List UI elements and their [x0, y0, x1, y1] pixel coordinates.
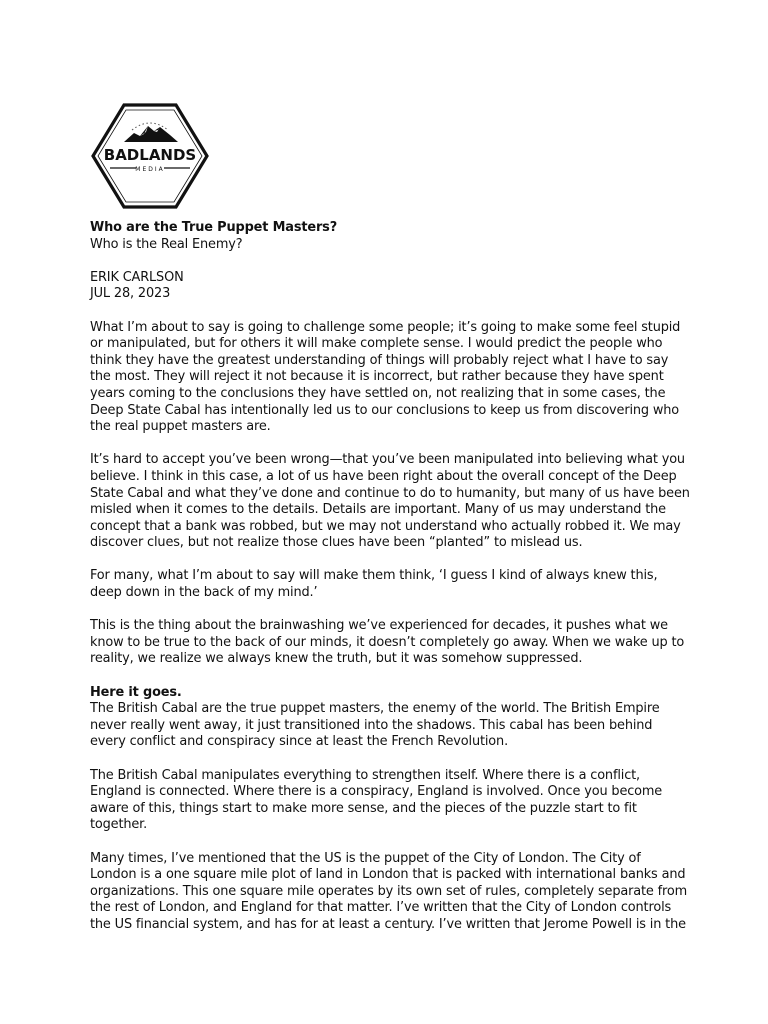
paragraph: Many times, I’ve mentioned that the US is the puppet of the City of London. The City of London is a one square mile plot of land in London that is packed with international banks and organizations. This one square mile operates by its own set of rules, completely separate from the rest of London, and England for that matter. I’ve written that the City of London controls the US financial system, and has for at least a century. I’ve written that Jerome Powell is in the [90, 850, 688, 932]
paragraph: It’s hard to accept you’ve been wrong—that you’ve been manipulated into believing what you believe. I think in this case, a lot of us have been right about the overall concept of the Deep State Cabal and what they’ve done and continue to do to humanity, but many of us have been misled when it comes to the details. Details are important. Many of us may understand the concept that a bank was robbed, but we may not understand who actually robbed it. We may discover clues, but not realize those clues have been “planted” to mislead us. [90, 452, 690, 551]
paragraph: The British Cabal are the true puppet masters, the enemy of the world. The British Empire never really went away, it just transitioned into the shadows. This cabal has been behind every conflict and conspiracy since at least the French Revolution. [90, 701, 660, 750]
paragraph: For many, what I’m about to say will make them think, ‘I guess I kind of always knew this, deep down in the back of my mind.’ [90, 568, 658, 601]
article-date: JUL 28, 2023 [90, 286, 171, 302]
paragraph: The British Cabal manipulates everything to strengthen itself. Where there is a conflict, England is connected. Where there is a conspiracy, England is involved. Once you become aware of this, things start to make more sense, and the pieces of the puzzle start to fit together. [90, 767, 663, 833]
section-heading: Here it goes. [90, 684, 182, 700]
article-author: ERIK CARLSON [90, 269, 184, 285]
logo-wordmark: BADLANDS [103, 146, 197, 164]
article-body [90, 220, 690, 934]
article-subtitle: Who is the Real Enemy? [90, 236, 243, 252]
paragraph: This is the thing about the brainwashing we’ve experienced for decades, it pushes what we know to be true to the back of our minds, it doesn’t completely go away. When we wake up to reality, we realize we always knew the truth, but it was somehow suppressed. [90, 618, 685, 667]
paragraph: What I’m about to say is going to challenge some people; it’s going to make some feel stupid or manipulated, but for others it will make complete sense. I would predict the people who think they have the greatest understanding of things will probably reject what I have to say the most. They will reject it not because it is incorrect, but rather because they have spent years coming to the conclusions they have settled on, not realizing that in some cases, the Deep State Cabal has intentionally led us to our conclusions to keep us from discovering who the real puppet masters are. [90, 319, 681, 435]
badlands-media-logo [88, 102, 212, 210]
article-title: Who are the True Puppet Masters? [90, 220, 338, 235]
logo-subword: MEDIA [135, 166, 165, 173]
